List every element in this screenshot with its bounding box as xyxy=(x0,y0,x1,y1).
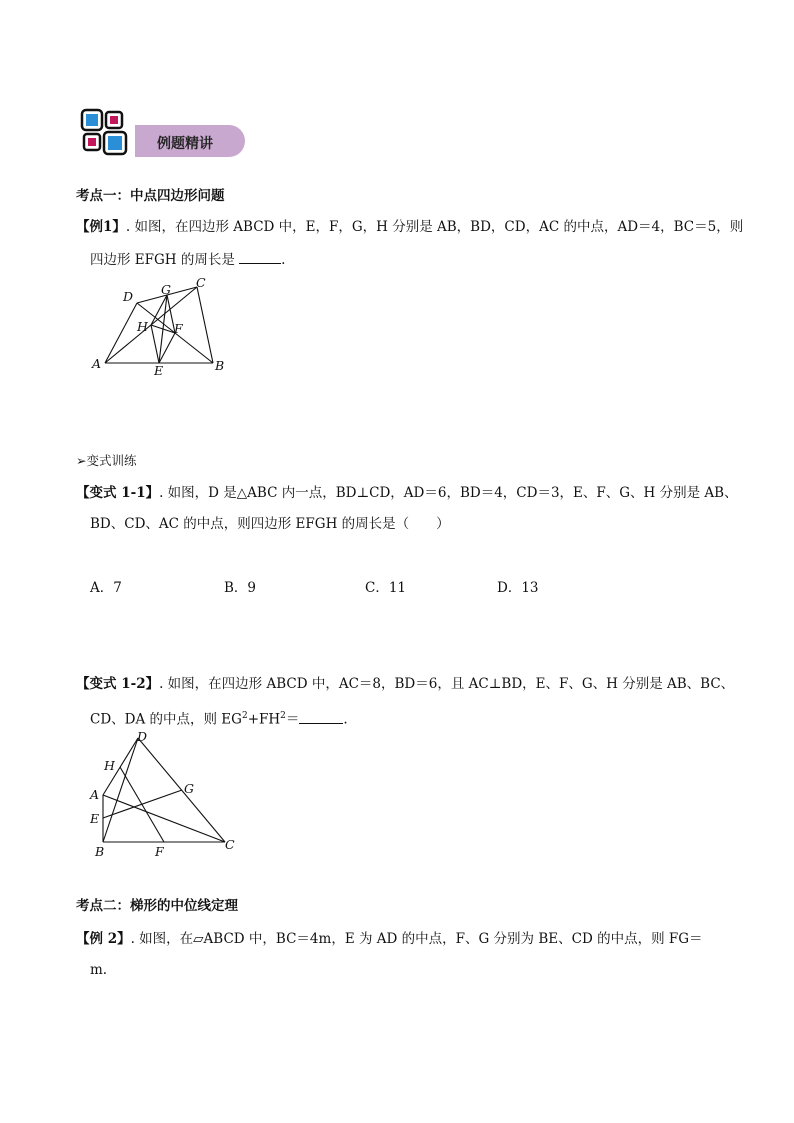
variant2-tag: 【变式 1-2】 xyxy=(76,676,160,692)
fig1-label-A: A xyxy=(92,356,102,371)
variant2-text1: . 如图，在四边形 ABCD 中，AC＝8，BD＝6，且 AC⊥BD，E、F、G、H 分别是 AB、BC、 xyxy=(159,676,735,692)
example1-period: . xyxy=(281,252,286,268)
banner-title: 例题精讲 xyxy=(157,136,213,152)
choice-d[interactable]: D．13 xyxy=(497,580,539,596)
variant2-text2a: CD、DA 的中点，则 EG xyxy=(90,711,242,728)
fig2-label-A: A xyxy=(90,787,100,802)
example1-answer-blank[interactable] xyxy=(239,249,281,264)
variant2-line1 xyxy=(76,674,734,694)
variant2-sup2: 2 xyxy=(280,711,286,721)
variant1-line1 xyxy=(76,483,738,503)
variant2-sup1: 2 xyxy=(241,711,248,721)
example1-text2: 四边形 EFGH 的周长是 xyxy=(90,252,235,268)
variant1-line2: BD、CD、AC 的中点，则四边形 EFGH 的周长是（ ） xyxy=(90,516,450,532)
example1-figure xyxy=(85,272,245,382)
choice-a[interactable]: A．7 xyxy=(90,580,122,596)
fig2-segment-EG xyxy=(103,790,182,818)
fig2-segment-AC xyxy=(103,795,225,842)
fig2-label-F: F xyxy=(155,844,164,859)
section1-title: 考点一：中点四边形问题 xyxy=(76,188,225,204)
example1-tag: 【例1】 xyxy=(76,219,126,235)
fig2-label-H: H xyxy=(104,758,115,773)
variant2-figure xyxy=(80,722,245,867)
fig2-label-E: E xyxy=(90,811,100,826)
example2-tag: 【例 2】 xyxy=(76,931,131,947)
example2-line1 xyxy=(76,929,703,949)
fig1-label-E: E xyxy=(154,363,164,378)
fig1-label-B: B xyxy=(215,358,225,373)
variant-heading: ➢变式训练 xyxy=(76,453,137,468)
banner-icon xyxy=(78,106,130,158)
fig2-label-G: G xyxy=(184,781,194,796)
fig2-label-B: B xyxy=(95,844,105,859)
variant1-tag: 【变式 1-1】 xyxy=(76,485,160,501)
choice-b[interactable]: B．9 xyxy=(224,580,257,596)
variant1-text1: . 如图，D 是△ABC 内一点，BD⊥CD，AD＝6，BD＝4，CD＝3，E、F、G、H 分别是 AB、 xyxy=(159,485,738,501)
fig1-label-G: G xyxy=(161,282,171,297)
section2-title: 考点二：梯形的中位线定理 xyxy=(76,898,238,914)
variant2-eq: ＝ xyxy=(285,711,300,728)
fig1-label-F: F xyxy=(174,321,183,336)
example2-text1: . 如图，在▱ABCD 中，BC＝4m，E 为 AD 的中点，F、G 分别为 BE、CD 的中点，则 FG＝ xyxy=(130,931,703,947)
example2-line2: m. xyxy=(90,962,108,978)
fig1-segment-EH xyxy=(151,325,159,363)
fig1-segment-FE xyxy=(159,333,175,363)
fig2-label-C: C xyxy=(225,837,235,852)
fig1-label-D: D xyxy=(123,289,134,304)
example1-line1 xyxy=(76,217,743,237)
variant2-answer-blank[interactable] xyxy=(299,709,343,724)
example1-line2 xyxy=(90,249,285,270)
variant2-text2b: +FH xyxy=(247,711,281,728)
fig1-label-H: H xyxy=(137,319,148,334)
fig2-label-D: D xyxy=(137,729,148,744)
choice-c[interactable]: C．11 xyxy=(365,580,407,596)
example1-text1: . 如图，在四边形 ABCD 中，E，F，G，H 分别是 AB，BD，CD，AC 的中点，AD＝4，BC＝5，则 xyxy=(125,219,744,235)
fig1-segment-DA xyxy=(105,303,137,363)
fig2-segment-BD xyxy=(103,738,138,842)
variant2-period: . xyxy=(343,711,348,728)
fig1-label-C: C xyxy=(196,275,206,290)
